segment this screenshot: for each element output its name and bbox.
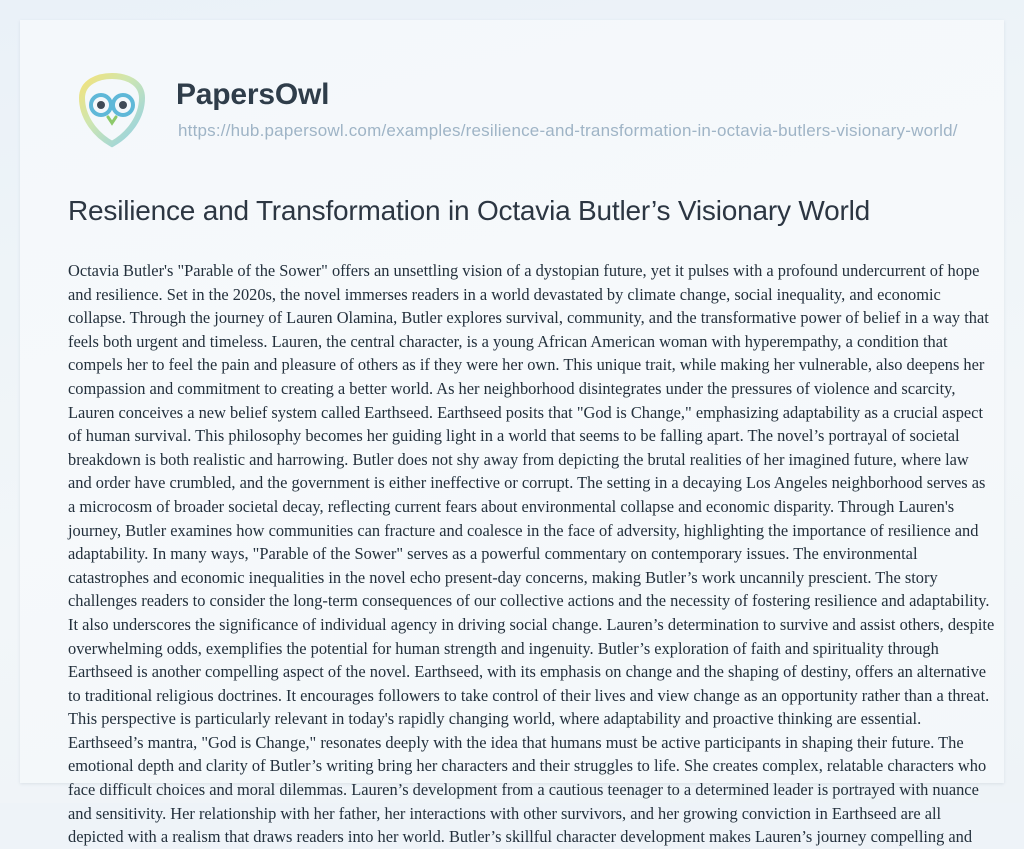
owl-logo-svg: [72, 72, 152, 148]
page-title: Resilience and Transformation in Octavia Butler’s Visionary World: [68, 194, 870, 226]
article-body: Octavia Butler's "Parable of the Sower" offers an unsettling vision of a dystopian future, yet it pulses with a profound undercurrent of hope and resilience. Set in the 2020s, the novel immerses readers in a world devastated by climate change, social inequality, and economic collapse. Through the journey of Lauren Olamina, Butler explores survival, community, and the transformative power of belief in a way that feels both urgent and timeless. Lauren, the central character, is a young African American woman with hyperempathy, a condition that compels her to feel the pain and pleasure of others as if they were her own. This unique trait, while making her vulnerable, also deepens her compassion and commitment to creating a better world. As her neighborhood disintegrates under the pressures of violence and scarcity, Lauren conceives a new belief system called Earthseed. Earthseed posits that "God is Change," emphasizing adaptability as a crucial aspect of human survival. This philosophy becomes her guiding light in a world that seems to be falling apart. The novel’s portrayal of societal breakdown is both realistic and harrowing. Butler does not shy away from depicting the brutal realities of her imagined future, where law and order have crumbled, and the government is either ineffective or corrupt. The setting in a decaying Los Angeles neighborhood serves as a microcosm of broader societal decay, reflecting current fears about environmental collapse and economic disparity. Through Lauren's journey, Butler examines how communities can fracture and coalesce in the face of adversity, highlighting the importance of resilience and adaptability. In many ways, "Parable of the Sower" serves as a powerful commentary on contemporary issues. The environmental catastrophes and economic inequalities in the novel echo present-day concerns, making Butler’s work uncannily prescient. The story challenges readers to consider the long-term consequences of our collective actions and the necessity of fostering resilience and adaptability. It also underscores the significance of individual agency in driving social change. Lauren’s determination to survive and assist others, despite overwhelming odds, exemplifies the potential for human strength and ingenuity. Butler’s exploration of faith and spirituality through Earthseed is another compelling aspect of the novel. Earthseed, with its emphasis on change and the shaping of destiny, offers an alternative to traditional religious doctrines. It encourages followers to take control of their lives and view change as an opportunity rather than a threat. This perspective is particularly relevant in today's rapidly changing world, where adaptability and proactive thinking are essential. Earthseed’s mantra, "God is Change," resonates deeply with the idea that humans must be active participants in shaping their future. The emotional depth and clarity of Butler’s writing bring her characters and their struggles to life. She creates complex, relatable characters who face difficult choices and moral dilemmas. Lauren’s development from a cautious teenager to a determined leader is portrayed with nuance and sensitivity. Her relationship with her father, her interactions with other survivors, and her growing conviction in Earthseed are all depicted with a realism that draws readers into her world. Butler’s skillful character development makes Lauren’s journey compelling and: [68, 261, 995, 847]
source-url[interactable]: https://hub.papersowl.com/examples/resilience-and-transformation-in-octavia-butlers-visionary-world/: [178, 121, 958, 140]
brand-name: PapersOwl: [176, 78, 330, 111]
site-header: [48, 56, 968, 166]
document-sheet: [20, 20, 1004, 847]
owl-logo-icon: [72, 72, 156, 150]
